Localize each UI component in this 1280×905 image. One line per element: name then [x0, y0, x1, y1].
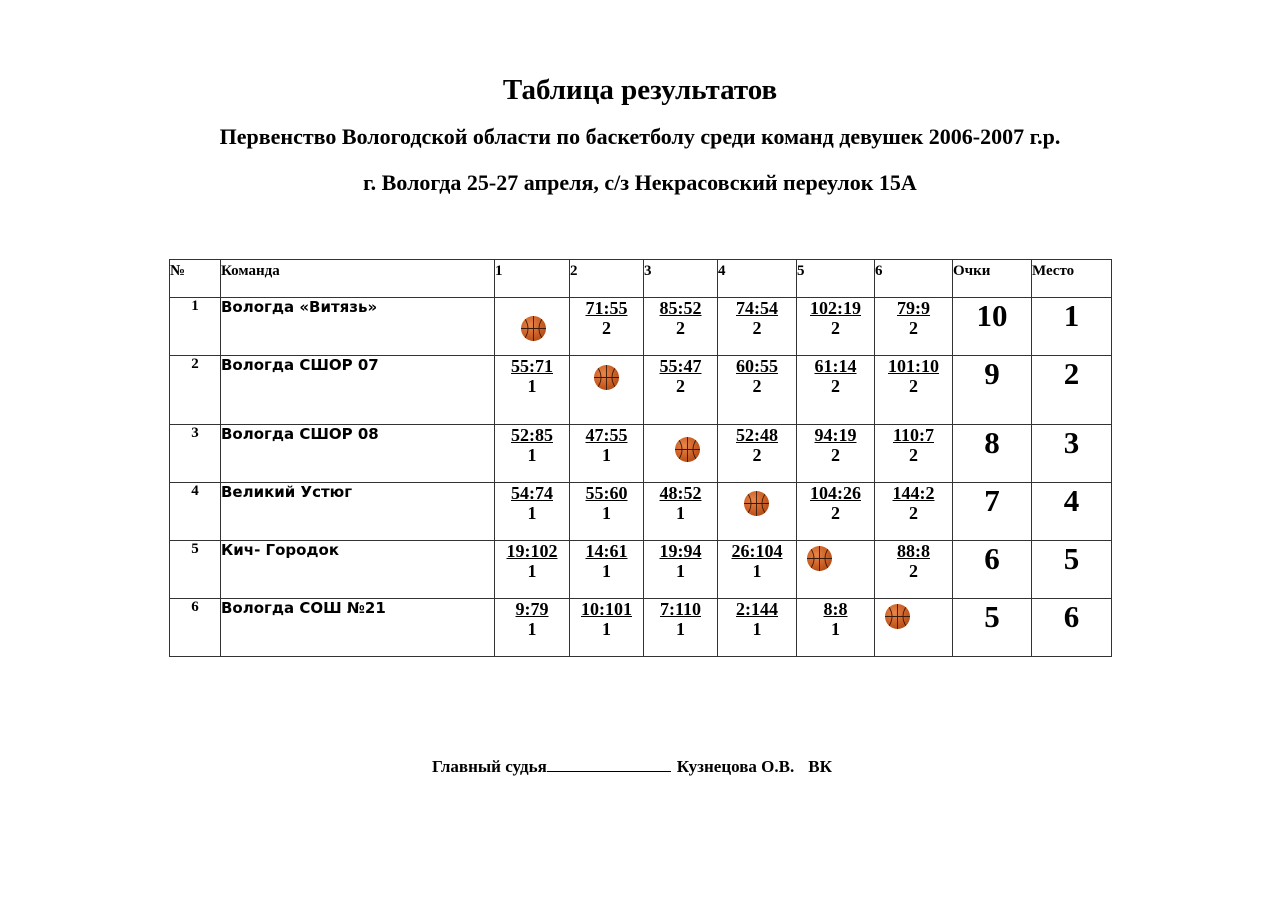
row-number: 5	[170, 541, 221, 599]
result-cell	[718, 541, 797, 599]
result-cell	[797, 298, 875, 356]
game-points: 1	[831, 619, 840, 639]
header-cell-team: Команда	[221, 260, 495, 298]
header-cell-game-3: 3	[644, 260, 718, 298]
game-points: 1	[676, 619, 685, 639]
game-score: 144:2	[892, 483, 935, 503]
game-points: 2	[909, 503, 918, 523]
footer-signature	[432, 756, 832, 777]
team-name: Вологда СШОР 07	[221, 356, 495, 425]
header-cell-place: Место	[1032, 260, 1112, 298]
game-points: 1	[602, 561, 611, 581]
game-score: 104:26	[810, 483, 861, 503]
game-score: 55:60	[585, 483, 628, 503]
game-score: 102:19	[810, 298, 861, 318]
game-score: 10:101	[581, 599, 632, 619]
team-name: Вологда СШОР 08	[221, 425, 495, 483]
game-points: 2	[752, 445, 762, 465]
game-points: 1	[602, 619, 611, 639]
signature-line	[547, 756, 671, 772]
game-score: 61:14	[814, 356, 857, 376]
result-cell	[875, 483, 953, 541]
row-number: 2	[170, 356, 221, 425]
game-points: 1	[752, 619, 762, 639]
result-cell	[570, 483, 644, 541]
basketball-icon	[594, 365, 619, 390]
game-points: 1	[752, 561, 762, 581]
judge-category: ВК	[808, 757, 832, 776]
diagonal-cell	[797, 541, 875, 599]
result-cell	[644, 599, 718, 657]
basketball-icon	[807, 546, 832, 571]
page-subtitle: Первенство Вологодской области по баскетболу среди команд девушек 2006-2007 г.р.	[219, 124, 1061, 149]
game-points: 1	[527, 619, 537, 639]
game-score: 19:102	[506, 541, 558, 561]
game-points: 2	[602, 318, 611, 338]
final-place: 3	[1032, 425, 1112, 483]
result-cell	[570, 599, 644, 657]
game-score: 85:52	[659, 298, 702, 318]
result-cell	[495, 483, 570, 541]
basketball-icon	[521, 316, 546, 341]
result-cell	[718, 298, 797, 356]
header-cell-game-2: 2	[570, 260, 644, 298]
game-score: 2:144	[736, 599, 778, 619]
result-cell	[495, 599, 570, 657]
header-cell-game-5: 5	[797, 260, 875, 298]
game-score: 52:48	[736, 425, 778, 445]
table-row	[170, 483, 1112, 541]
team-name: Вологда «Витязь»	[221, 298, 495, 356]
result-cell	[875, 425, 953, 483]
game-points: 2	[676, 318, 685, 338]
header-cell-number: №	[170, 260, 221, 298]
header-cell-points: Очки	[953, 260, 1032, 298]
result-cell	[875, 541, 953, 599]
total-points: 8	[953, 425, 1032, 483]
header-cell-game-6: 6	[875, 260, 953, 298]
result-cell	[644, 541, 718, 599]
result-cell	[644, 298, 718, 356]
venue-line: г. Вологда 25-27 апреля, с/з Некрасовский переулок 15А	[363, 170, 917, 195]
game-points: 2	[831, 376, 840, 396]
final-place: 2	[1032, 356, 1112, 425]
result-cell	[570, 425, 644, 483]
result-cell	[797, 599, 875, 657]
table-row	[170, 356, 1112, 425]
result-cell	[570, 298, 644, 356]
header-cell-game-4: 4	[718, 260, 797, 298]
diagonal-cell	[718, 483, 797, 541]
chief-judge-name: Кузнецова О.В.	[676, 757, 795, 776]
game-points: 2	[831, 318, 840, 338]
table-header-row	[170, 260, 1112, 298]
table-row	[170, 599, 1112, 657]
result-cell	[718, 425, 797, 483]
game-points: 1	[527, 561, 537, 581]
result-cell	[718, 599, 797, 657]
final-place: 5	[1032, 541, 1112, 599]
table-row	[170, 541, 1112, 599]
game-points: 2	[752, 318, 762, 338]
game-points: 1	[676, 561, 685, 581]
game-score: 9:79	[515, 599, 549, 619]
basketball-icon	[885, 604, 910, 629]
game-score: 48:52	[659, 483, 702, 503]
game-points: 2	[909, 376, 918, 396]
diagonal-cell	[570, 356, 644, 425]
result-cell	[570, 541, 644, 599]
row-number: 3	[170, 425, 221, 483]
results-table	[169, 259, 1112, 657]
game-score: 26:104	[731, 541, 783, 561]
game-score: 74:54	[736, 298, 778, 318]
game-points: 1	[527, 445, 537, 465]
game-points: 2	[909, 318, 918, 338]
total-points: 10	[953, 298, 1032, 356]
final-place: 1	[1032, 298, 1112, 356]
result-cell	[644, 356, 718, 425]
row-number: 4	[170, 483, 221, 541]
total-points: 9	[953, 356, 1032, 425]
diagonal-cell	[875, 599, 953, 657]
game-score: 71:55	[585, 298, 628, 318]
game-points: 2	[831, 503, 840, 523]
result-cell	[797, 356, 875, 425]
final-place: 4	[1032, 483, 1112, 541]
game-points: 1	[527, 503, 537, 523]
diagonal-cell	[495, 298, 570, 356]
game-score: 55:47	[659, 356, 702, 376]
game-score: 14:61	[585, 541, 628, 561]
result-cell	[718, 356, 797, 425]
game-score: 54:74	[511, 483, 553, 503]
game-score: 19:94	[659, 541, 702, 561]
table-row	[170, 298, 1112, 356]
game-score: 88:8	[897, 541, 930, 561]
team-name: Кич- Городок	[221, 541, 495, 599]
game-score: 110:7	[892, 425, 934, 445]
game-score: 7:110	[659, 599, 701, 619]
game-points: 2	[831, 445, 840, 465]
team-name: Великий Устюг	[221, 483, 495, 541]
team-name: Вологда СОШ №21	[221, 599, 495, 657]
game-points: 2	[909, 561, 918, 581]
game-score: 47:55	[585, 425, 628, 445]
game-points: 2	[909, 445, 918, 465]
result-cell	[797, 425, 875, 483]
total-points: 5	[953, 599, 1032, 657]
basketball-icon	[744, 491, 769, 516]
game-score: 60:55	[736, 356, 778, 376]
game-points: 1	[602, 445, 611, 465]
chief-judge-label: Главный судья	[432, 757, 547, 776]
total-points: 7	[953, 483, 1032, 541]
game-points: 1	[527, 376, 537, 396]
game-points: 1	[602, 503, 611, 523]
page-title: Таблица результатов	[502, 74, 778, 106]
row-number: 6	[170, 599, 221, 657]
game-points: 2	[676, 376, 685, 396]
game-points: 2	[752, 376, 762, 396]
game-score: 101:10	[888, 356, 939, 376]
game-score: 55:71	[511, 356, 553, 376]
result-cell	[875, 298, 953, 356]
result-cell	[495, 541, 570, 599]
result-cell	[875, 356, 953, 425]
result-cell	[797, 483, 875, 541]
game-score: 94:19	[814, 425, 857, 445]
result-cell	[495, 356, 570, 425]
basketball-icon	[675, 437, 700, 462]
game-points: 1	[676, 503, 685, 523]
row-number: 1	[170, 298, 221, 356]
header-cell-game-1: 1	[495, 260, 570, 298]
result-cell	[644, 483, 718, 541]
diagonal-cell	[644, 425, 718, 483]
table-row	[170, 425, 1112, 483]
game-score: 52:85	[511, 425, 553, 445]
result-cell	[495, 425, 570, 483]
final-place: 6	[1032, 599, 1112, 657]
game-score: 8:8	[823, 599, 848, 619]
total-points: 6	[953, 541, 1032, 599]
game-score: 79:9	[897, 298, 930, 318]
